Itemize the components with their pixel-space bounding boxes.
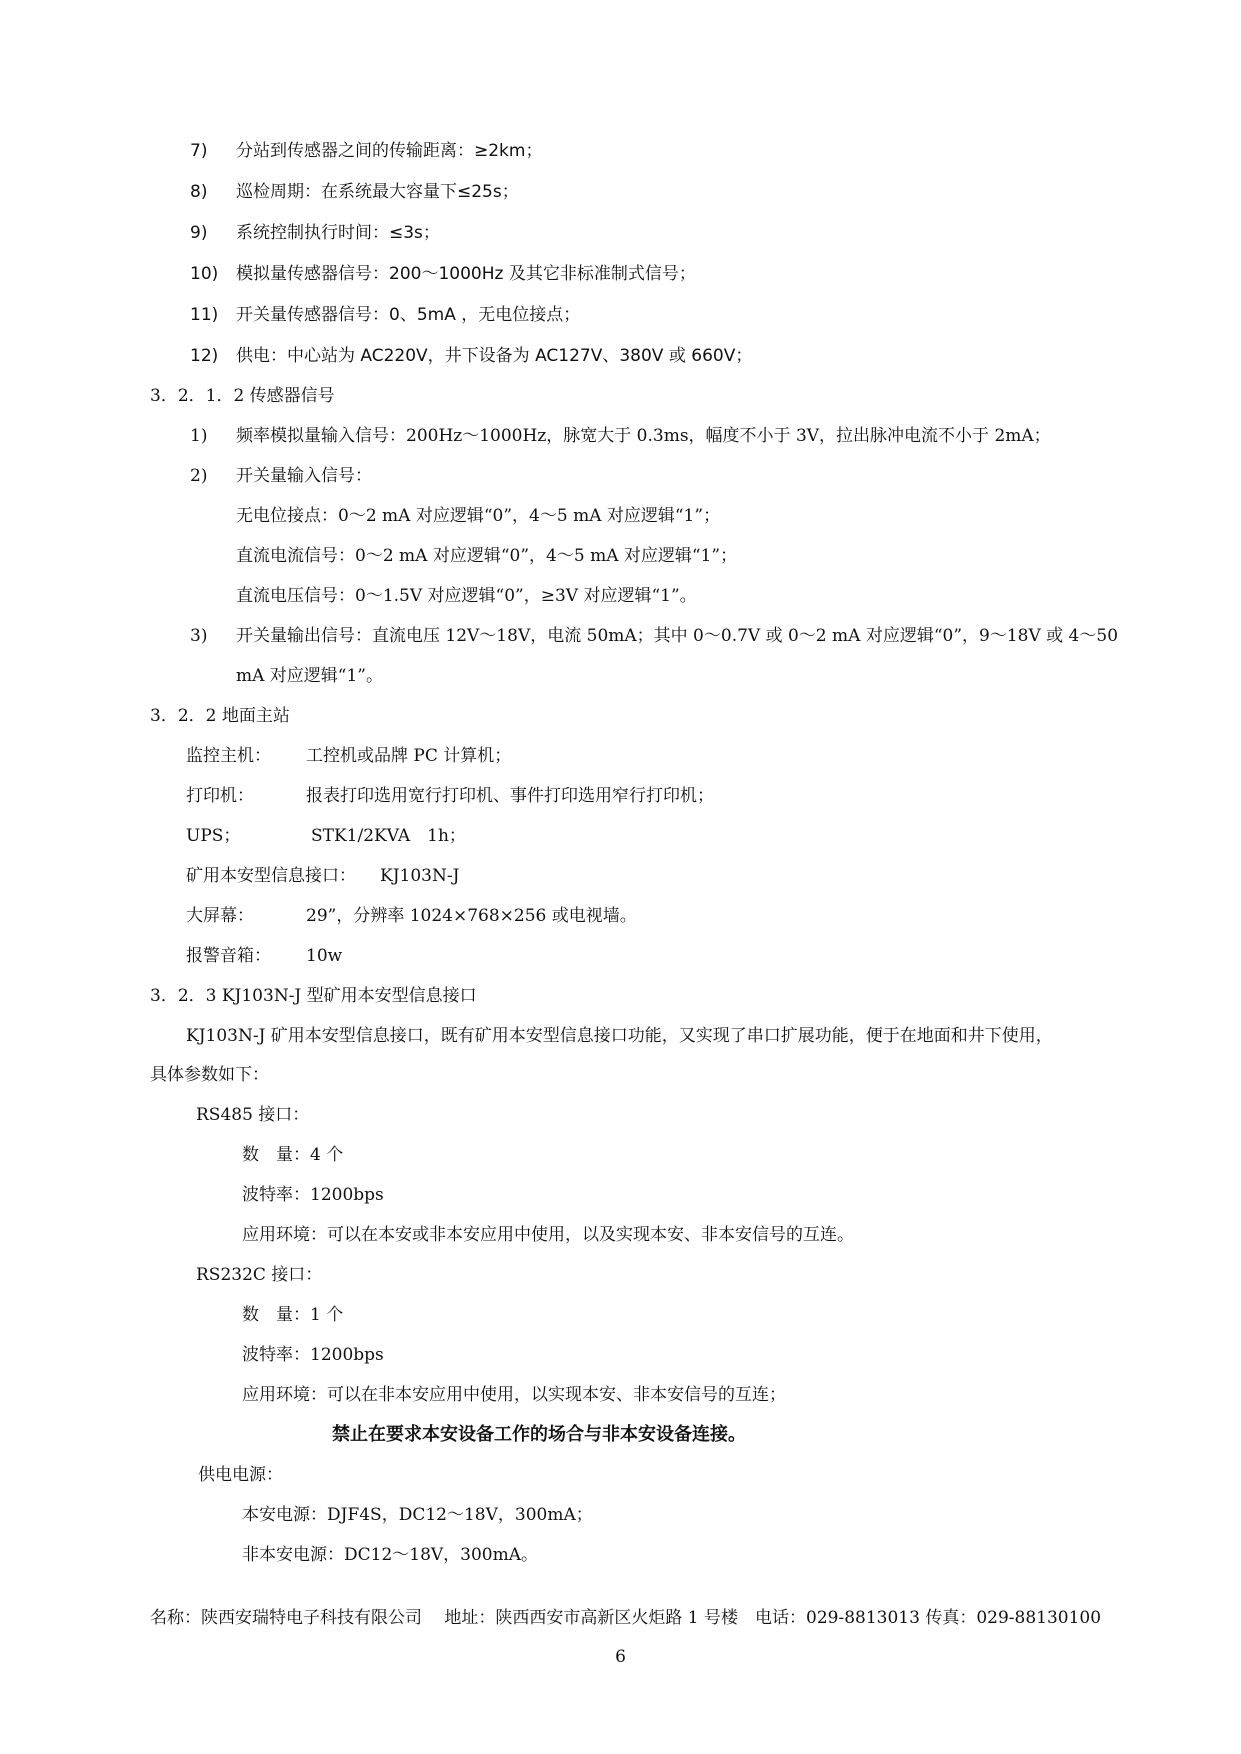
- param-text: 巡检周期：在系统最大容量下≤25s；: [236, 182, 519, 202]
- row-label: 大屏幕：: [186, 906, 254, 926]
- intro-paragraph-line-1: KJ103N-J 矿用本安型信息接口，既有矿用本安型信息接口功能，又实现了串口扩展功能，便于在地面和井下使用，: [186, 1026, 1053, 1046]
- rs485-baud: 波特率：1200bps: [242, 1185, 384, 1205]
- section-heading-323: 3．2．3 KJ103N-J 型矿用本安型信息接口: [150, 986, 477, 1006]
- param-number: 10): [190, 264, 219, 284]
- row-label: UPS；: [186, 826, 241, 846]
- page-footer: 名称：陕西安瑞特电子科技有限公司 地址：陕西西安市高新区火炬路 1 号楼 电话：029-8813013 传真：029-88130100: [150, 1608, 1102, 1628]
- row-value: 工控机或品牌 PC 计算机；: [306, 746, 512, 766]
- rs232-environment: 应用环境：可以在非本安应用中使用，以实现本安、非本安信号的互连；: [242, 1385, 786, 1405]
- switch-input-subitem: 直流电压信号：0～1.5V 对应逻辑“0”，≥3V 对应逻辑“1”。: [236, 586, 697, 606]
- page-number: 6: [615, 1647, 626, 1667]
- param-text: 分站到传感器之间的传输距离：≥2km；: [236, 141, 543, 161]
- row-label: 打印机：: [186, 786, 254, 806]
- item-number: 1): [190, 426, 208, 446]
- rs232-title: RS232C 接口：: [196, 1265, 323, 1285]
- row-value: STK1/2KVA 1h；: [311, 826, 466, 846]
- rs485-count: 数 量：4 个: [242, 1145, 344, 1165]
- master-station-row: [186, 825, 466, 847]
- non-intrinsic-safe-power: 非本安电源：DC12～18V，300mA。: [242, 1545, 539, 1565]
- safety-warning: 禁止在要求本安设备工作的场合与非本安设备连接。: [332, 1424, 746, 1445]
- sensor-signal-item-1: [190, 425, 1051, 447]
- param-number: 11): [190, 305, 219, 325]
- section-heading-322: 3．2．2 地面主站: [150, 706, 290, 726]
- switch-input-subitem: 直流电流信号：0～2 mA 对应逻辑“0”，4～5 mA 对应逻辑“1”；: [236, 546, 738, 566]
- master-station-row: [186, 865, 460, 887]
- switch-input-subitem: 无电位接点：0～2 mA 对应逻辑“0”，4～5 mA 对应逻辑“1”；: [236, 506, 721, 526]
- param-item-8: [190, 181, 519, 203]
- param-text: 模拟量传感器信号：200～1000Hz 及其它非标准制式信号；: [236, 264, 696, 284]
- intro-paragraph-line-2: 具体参数如下：: [150, 1065, 269, 1085]
- item-number: 3): [190, 626, 208, 646]
- item-number: 2): [190, 466, 208, 486]
- row-value: 10w: [306, 946, 343, 966]
- master-station-row: [186, 785, 714, 807]
- rs232-baud: 波特率：1200bps: [242, 1345, 384, 1365]
- intrinsic-safe-power: 本安电源：DJF4S，DC12～18V，300mA；: [242, 1505, 593, 1525]
- param-item-11: [190, 304, 580, 326]
- param-number: 8): [190, 182, 208, 202]
- section-heading-3212: 3．2．1．2 传感器信号: [150, 386, 335, 406]
- param-text: 开关量传感器信号：0、5mA ，无电位接点；: [236, 305, 581, 325]
- param-item-7: [190, 140, 542, 162]
- row-label: 矿用本安型信息接口：: [186, 866, 356, 886]
- param-text: 供电：中心站为 AC220V，井下设备为 AC127V、380V 或 660V；: [236, 346, 753, 366]
- item-text: 开关量输入信号：: [236, 466, 372, 486]
- sensor-signal-item-3: [190, 625, 1118, 647]
- row-label: 监控主机：: [186, 746, 271, 766]
- rs485-title: RS485 接口：: [196, 1105, 310, 1125]
- row-value: 报表打印选用宽行打印机、事件打印选用窄行打印机；: [306, 786, 714, 806]
- row-label: 报警音箱：: [186, 946, 271, 966]
- param-item-9: [190, 222, 440, 244]
- param-text: 系统控制执行时间：≤3s；: [236, 223, 440, 243]
- item-text: 频率模拟量输入信号：200Hz～1000Hz，脉宽大于 0.3ms，幅度不小于 3V，拉出脉冲电流不小于 2mA；: [236, 426, 1051, 446]
- power-supply-title: 供电电源：: [198, 1465, 283, 1485]
- row-value: KJ103N-J: [380, 866, 460, 886]
- sensor-signal-item-3-continued: mA 对应逻辑“1”。: [236, 666, 383, 686]
- param-number: 7): [190, 141, 208, 161]
- item-text: 开关量输出信号：直流电压 12V～18V，电流 50mA；其中 0～0.7V 或 0～2 mA 对应逻辑“0”，9～18V 或 4～50: [236, 626, 1119, 646]
- rs485-environment: 应用环境：可以在本安或非本安应用中使用，以及实现本安、非本安信号的互连。: [242, 1225, 854, 1245]
- param-item-12: [190, 345, 752, 367]
- master-station-row: [186, 905, 637, 927]
- param-number: 12): [190, 346, 219, 366]
- row-value: 29”，分辨率 1024×768×256 或电视墙。: [306, 906, 637, 926]
- master-station-row: [186, 745, 512, 767]
- param-number: 9): [190, 223, 208, 243]
- master-station-row: [186, 945, 343, 967]
- sensor-signal-item-2: [190, 465, 372, 487]
- param-item-10: [190, 263, 696, 285]
- rs232-count: 数 量：1 个: [242, 1305, 344, 1325]
